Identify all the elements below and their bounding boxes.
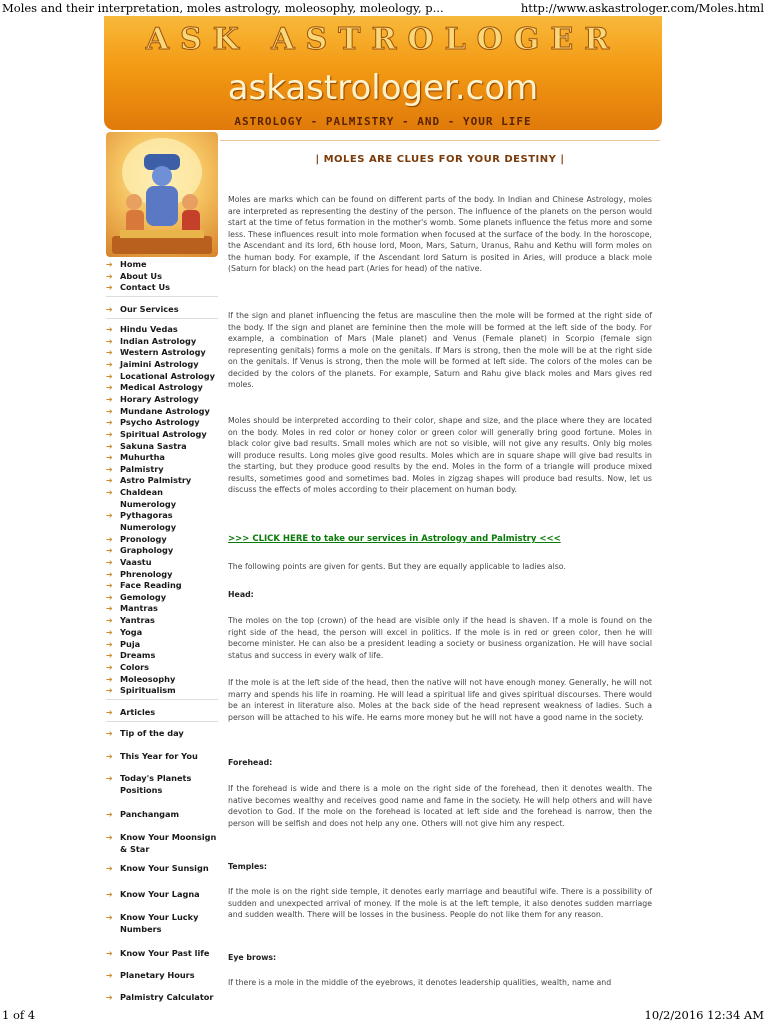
arrow-right-icon: ➔ (106, 890, 113, 899)
sidebar-item-label: Mundane Astrology (120, 406, 210, 416)
sidebar-divider (106, 721, 218, 722)
arrow-right-icon: ➔ (106, 546, 113, 555)
arrow-right-icon: ➔ (106, 348, 113, 357)
sidebar-item-label: Palmistry (120, 464, 164, 474)
sidebar-item-label: Know Your Lagna (120, 889, 200, 899)
arrow-right-icon: ➔ (106, 360, 113, 369)
temples-paragraph: If the mole is on the right side temple, it denotes early marriage and beautiful wife. There is a possibility of sudden and unexpected arrival of money. If the mole is at the left temple, it also denotes sudden marriage and sudden wealth. There will be losses in the business. People do not like them for any reason. (228, 887, 652, 919)
sidebar-item-label: Know Your Sunsign (120, 863, 209, 873)
sidebar-divider (106, 699, 218, 700)
arrow-right-icon: ➔ (106, 325, 113, 334)
arrow-right-icon: ➔ (106, 663, 113, 672)
arrow-right-icon: ➔ (106, 283, 113, 292)
sidebar-item-label: Palmistry Calculator (120, 992, 214, 1002)
arrow-right-icon: ➔ (106, 488, 113, 497)
section-head-title: Head: (228, 590, 254, 599)
sidebar-item-label: Pronology (120, 534, 167, 544)
arrow-right-icon: ➔ (106, 465, 113, 474)
sidebar-item-label: Today's Planets Positions (120, 773, 192, 795)
arrow-right-icon: ➔ (106, 708, 113, 717)
arrow-right-icon: ➔ (106, 418, 113, 427)
sidebar-item-label: Mantras (120, 603, 158, 613)
sidebar-item-label: Western Astrology (120, 347, 206, 357)
print-datetime: 10/2/2016 12:34 AM (644, 1008, 764, 1022)
sidebar-item-label: Vaastu (120, 557, 152, 567)
brand-domain: askastrologer.com (227, 68, 539, 108)
arrow-right-icon: ➔ (106, 511, 113, 520)
paragraph-mole-color-shape: Moles should be interpreted according to their color, shape and size, and the place where they are located on the body. Moles in red color or honey color or green color will generally bring good fortune. Moles in black color give bad results. Small moles which are not so visible, will not give any results. Only big moles will produce results. Long moles give good results. Moles which are in square shape will give bad results in the starting, but they produce good results by the end. Moles in the form of a triangle will produce mixed results, sometimes good and sometimes bad. Moles in zigzag shapes will produce bad results. Now, let us discuss the effects of moles according to their placement on human body. (228, 416, 652, 494)
sidebar-item-label: Spiritual Astrology (120, 429, 207, 439)
sidebar-item-label: About Us (120, 271, 162, 281)
arrow-right-icon: ➔ (106, 593, 113, 602)
sidebar-item-label: Home (120, 259, 147, 269)
arrow-right-icon: ➔ (106, 604, 113, 613)
sidebar-item-label: Yantras (120, 615, 155, 625)
site-banner[interactable] (104, 16, 662, 130)
sidebar-item-label: Contact Us (120, 282, 171, 292)
sidebar-item-label: This Year for You (120, 751, 198, 761)
sidebar-item-label: Dreams (120, 650, 156, 660)
print-page-number: 1 of 4 (2, 1008, 36, 1022)
arrow-right-icon: ➔ (106, 372, 113, 381)
arrow-right-icon: ➔ (106, 305, 113, 314)
sidebar-item-label: Pythagoras Numerology (120, 510, 177, 532)
sidebar-item-label: Panchangam (120, 809, 180, 819)
paragraph-sign-and-planet: If the sign and planet influencing the fetus are masculine then the mole will be formed at the right side of the body. If the sign and planet are feminine then the mole will be formed at the left side of the body. For example, a combination of Mars (Male planet) and Venus (Female planet) in Scorpio (female sign representing genitals) forms a mole on the genitals. If Mars is strong, then the mole will be at the right side on the genitals. If Venus is strong, then the mole will be formed at left side. The colors of the moles can be decided by the colors of the planets. For example, Saturn and Rahu give black moles and Mars gives red moles. (228, 311, 652, 389)
arrow-right-icon: ➔ (106, 833, 113, 842)
head-paragraph-2: If the mole is at the left side of the head, then the native will not have enough money. Generally, he will not marry and spends his life in roaming. He will lead a spiritual life and gives spiritual discourses. There would be an interest in literature also. Moles at the back side of the head represent weakness of ladies. Such a person will be attached to his wife. He earns more money but he will not have a good name in the society. (228, 678, 652, 722)
sidebar-item-label: Hindu Vedas (120, 324, 178, 334)
sidebar-item-label: Know Your Moonsign & Star (120, 832, 217, 854)
forehead-paragraph: If the forehead is wide and there is a mole on the right side of the forehead, then it denotes wealth. The native becomes wealthy and receives good name and fame in the society. He will help others and will have devotion to God. If the mole on the forehead is located at left side and the forehead is narrow, then the person will be selfish and does not help any one. Others will not give him any respect. (228, 784, 652, 828)
services-link[interactable]: >>> CLICK HERE to take our services in Astrology and Palmistry <<< (228, 534, 561, 544)
print-header (0, 0, 768, 16)
sidebar-item-label: Know Your Lucky Numbers (120, 912, 199, 934)
sidebar-item-label: Face Reading (120, 580, 182, 590)
page-heading: | MOLES ARE CLUES FOR YOUR DESTINY | (315, 154, 565, 165)
sidebar-item-label: Puja (120, 639, 141, 649)
arrow-right-icon: ➔ (106, 993, 113, 1002)
sidebar-item-label: Chaldean Numerology (120, 487, 177, 509)
arrow-right-icon: ➔ (106, 535, 113, 544)
sidebar-item-label: Horary Astrology (120, 394, 199, 404)
sidebar-item-label: Tip of the day (120, 728, 184, 738)
section-eyebrows-title: Eye brows: (228, 953, 277, 962)
arrow-right-icon: ➔ (106, 260, 113, 269)
arrow-right-icon: ➔ (106, 476, 113, 485)
sidebar-item-label: Muhurtha (120, 452, 165, 462)
arrow-right-icon: ➔ (106, 430, 113, 439)
brand-tagline: ASTROLOGY - PALMISTRY - AND - YOUR LIFE (234, 115, 532, 128)
sidebar-item-label: Our Services (120, 304, 179, 314)
print-page-title: Moles and their interpretation, moles astrology, moleosophy, moleology, p... (2, 1, 444, 15)
sidebar-item-label: Sakuna Sastra (120, 441, 187, 451)
deity-image (106, 132, 218, 257)
print-page-url: http://www.askastrologer.com/Moles.html (520, 1, 764, 15)
arrow-right-icon: ➔ (106, 774, 113, 783)
arrow-right-icon: ➔ (106, 628, 113, 637)
sidebar-item-label: Planetary Hours (120, 970, 195, 980)
arrow-right-icon: ➔ (106, 272, 113, 281)
arrow-right-icon: ➔ (106, 616, 113, 625)
arrow-right-icon: ➔ (106, 675, 113, 684)
arrow-right-icon: ➔ (106, 810, 113, 819)
arrow-right-icon: ➔ (106, 686, 113, 695)
eyebrows-paragraph: If there is a mole in the middle of the eyebrows, it denotes leadership qualities, wealth, name and (228, 978, 612, 987)
arrow-right-icon: ➔ (106, 640, 113, 649)
arrow-right-icon: ➔ (106, 913, 113, 922)
arrow-right-icon: ➔ (106, 752, 113, 761)
sidebar-item-label: Locational Astrology (120, 371, 215, 381)
sidebar-item-label: Phrenology (120, 569, 173, 579)
content-divider (220, 140, 660, 141)
arrow-right-icon: ➔ (106, 729, 113, 738)
sidebar-item-label: Jaimini Astrology (120, 359, 199, 369)
arrow-right-icon: ➔ (106, 395, 113, 404)
sidebar-item-label: Articles (120, 707, 156, 717)
sidebar-item-label: Psycho Astrology (120, 417, 200, 427)
arrow-right-icon: ➔ (106, 442, 113, 451)
arrow-right-icon: ➔ (106, 558, 113, 567)
arrow-right-icon: ➔ (106, 864, 113, 873)
intro-paragraph: Moles are marks which can be found on different parts of the body. In Indian and Chinese Astrology, moles are interpreted as representing the destiny of the person. The influence of the planets on the person would start at the time of fetus formation in the mother's womb. Some planets influence the fetus more and some less. These influences result into mole formation when focused at the surface of the body. In the horoscope, the Ascendant and its lord, 6th house lord, Moon, Mars, Saturn, Uranus, Rahu and Kethu will form moles on the human body. For example, if the Ascendant lord Saturn is posited in Aries, will produce a black mole (Saturn for black) on the head part (Aries for head) of the native. (228, 195, 652, 273)
arrow-right-icon: ➔ (106, 570, 113, 579)
sidebar-item-label: Colors (120, 662, 149, 672)
sidebar-item-label: Know Your Past life (120, 948, 210, 958)
arrow-right-icon: ➔ (106, 651, 113, 660)
arrow-right-icon: ➔ (106, 971, 113, 980)
print-footer (0, 1008, 768, 1024)
head-paragraph-1: The moles on the top (crown) of the head are visible only if the head is shaven. If a mole is found on the right side of the head, the person will excel in politics. If the mole is in red or green color, then he will become minister. He can also be a president leading a society or business organization. He will have social status and success in every walk of life. (228, 616, 652, 660)
sidebar-item-label: Gemology (120, 592, 167, 602)
arrow-right-icon: ➔ (106, 949, 113, 958)
sidebar-divider (106, 318, 218, 319)
arrow-right-icon: ➔ (106, 581, 113, 590)
sidebar-divider (106, 296, 218, 297)
sidebar-item-label: Indian Astrology (120, 336, 197, 346)
main-content (220, 130, 660, 1008)
arrow-right-icon: ➔ (106, 383, 113, 392)
sidebar-item-label: Spiritualism (120, 685, 176, 695)
deity-illustration (106, 132, 218, 257)
arrow-right-icon: ➔ (106, 337, 113, 346)
arrow-right-icon: ➔ (106, 407, 113, 416)
arrow-right-icon: ➔ (106, 453, 113, 462)
sidebar-item-label: Astro Palmistry (120, 475, 192, 485)
sidebar-item-label: Moleosophy (120, 674, 176, 684)
note-paragraph: The following points are given for gents. But they are equally applicable to ladies also. (228, 562, 566, 571)
sidebar-item-label: Yoga (120, 627, 143, 637)
section-forehead-title: Forehead: (228, 758, 273, 767)
section-temples-title: Temples: (228, 862, 267, 871)
brand-title: ASK ASTROLOGER (145, 22, 621, 57)
sidebar-item-label: Medical Astrology (120, 382, 203, 392)
sidebar-item-label: Graphology (120, 545, 174, 555)
